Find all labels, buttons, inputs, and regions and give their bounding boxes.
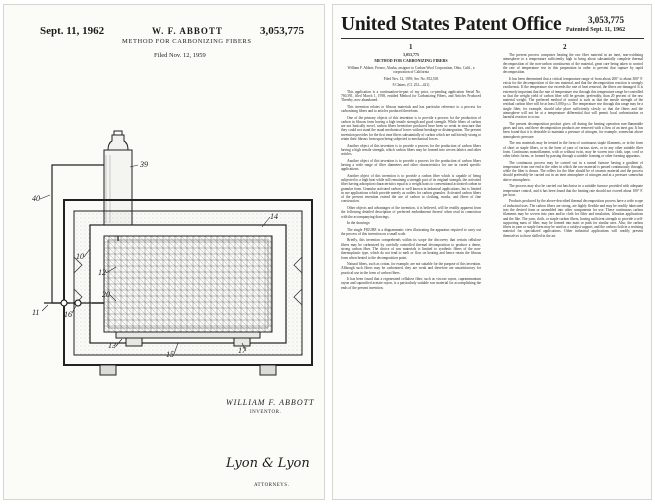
body-paragraph: The continuous process may be carried out in a tunnel furnace having a gradient of temperature from one end to the other in which the raw material is passed continuously through, while the fiber is drawn. The rollers for the fiber should be of ceramic material and the process should preferably be carried out in an inert atmosphere of nitrogen and at a pressure somewhat above atmospheric.: [503, 160, 643, 182]
patent-office-heading: United States Patent Office: [341, 14, 562, 35]
drawing-patent-number: 3,053,775: [260, 25, 304, 37]
drawing-sheet: [3, 4, 325, 500]
body-paragraph: The present process comprises heating the raw fiber material in an inert, non-oxidizing atmosphere to a temperature sufficiently high to bring about substantially complete thermal decomposition of the non-carbon constituents of the material, great care being taken to control the rate of temperature rise in this preparation in order to prevent that rupture by rapid decomposition.: [503, 53, 643, 75]
text-patent-number: 3,053,775: [588, 15, 624, 25]
ref-11: 11: [32, 308, 40, 317]
inventor-caption: INVENTOR.: [250, 410, 282, 415]
ref-10: 10: [76, 252, 84, 261]
text-column-left: [341, 53, 481, 292]
body-paragraph: This invention relates to fibrous materials and has particular reference to a process for carbonizing fibers and to articles produced therefrom.: [341, 104, 481, 114]
body-paragraph: Another object of this invention is to provide a process for the production of carbon fibers having a high tensile strength, which carbon fibers may be formed into woven fabrics and other articles.: [341, 143, 481, 157]
abstract-assignee: William F. Abbott, Fresno, Alaska, assignor to Carbon Wool Corporation, Ohio, Calif., a corporation of California: [347, 65, 475, 75]
body-paragraph: Another object of this invention is to provide a carbon fiber which is capable of being subjected to a high heat while still remaining a strength part of its original strength, the activated fiber having adsorption characteristics equal to a weight basis to conventional activated carbon in granular form. Granular activated carbon is well known in industrial applications, but is limited in use applications which provide merely as outlets for carbon granules. Activated carbon fibers of the present invention extend the use of carbon to clothing, masks, and fibers of fine construction.: [341, 173, 482, 204]
column-number-2: 2: [563, 43, 567, 51]
attorney-caption: ATTORNEYS.: [254, 483, 290, 488]
abstract-title: METHOD FOR CARBONIZING FIBERS: [374, 58, 448, 64]
body-paragraph: It has been determined that a critical temperature range of from about 200° to about 300° F. exists for the decomposition of the raw material, and that the decomposition reaction is strongly exothermic. If the temperature rise exceeds the rate of heat removal, the fibers are damaged. It is extremely important that the rate of temperature rise through this temperature range be controlled so that the weight yield of carbon fiber will be greater, preferably, than 20 percent of the raw material weight. The preferred method of control is such as that the tensile strength of the residual carbon fiber will be at least 5,000 p.s.i. The temperature rise through this range may be a single fiber, for example, should take place sufficiently slowly so that the fibers and the atmosphere will not be at a temperature differential that will permit local carbonization or harmful reaction to occur.: [503, 76, 644, 120]
body-paragraph: Products produced by the above-described thermal decomposition process have a wide scope of industrial uses. The carbon fibers are strong, are highly flexible and may be readily fabricated into the desired form or assembled into other components for use. These continuous carbon filaments may be woven into yarn and/or cloth for filter and insulation, filtration applications and the like. The yarn, cloth, or staple carbon fibers, having sufficient strength to provide a self-supporting mass of fiber, may be formed into mats or pads for similar uses. Also, the carbon fibers in yarn or staple form may be used as a catalyst support, and the carbon cloth in a resisting material for specialized applications. Other industrial applications will readily present themselves to those skilled in the art.: [503, 199, 643, 238]
drawing-filed: Filed Nov. 12, 1959: [154, 52, 206, 59]
drawing-title: METHOD FOR CARBONIZING FIBERS: [122, 38, 252, 45]
ref-40: 40: [32, 194, 40, 203]
attorney-signature: Lyon & Lyon: [226, 456, 310, 471]
ref-17: 17: [238, 346, 246, 355]
ref-16: 16: [64, 310, 72, 319]
abstract-id: 3,053,775: [403, 52, 419, 57]
drawing-date: Sept. 11, 1962: [40, 25, 105, 37]
body-paragraph: One of the primary objects of this invention is to provide a process for the production of carbon in fibrous form having a high tensile strength and good strength. While fibers of carbon are not basically novel, carbon fibers heretofore produced have been so weak in structure that they could not stand the usual mechanical forces without breakage or disintegration. The present invention provides for the first time fibers substantially of carbon which are sufficiently strong to retain their fibrous form upon being subjected to mechanical forces.: [341, 115, 481, 142]
body-paragraph: Briefly, this invention comprehends within its scope the discovery that certain cellulose fibers may be carbonized by carefully controlled thermal decomposition to produce a dense, strong carbon fiber. The choice of raw materials is limited to synthetic fibers of the non-thermoplastic type, which do not tend to melt or flow on heating and hence retain the fibrous form when heated to the decomposition point.: [341, 238, 481, 260]
header-rule: [341, 38, 644, 39]
body-paragraph: This application is a continuation-in-part of my prior, co-pending application Serial No. 760,391, filed March 1, 1958, entitled Method for Carbonizing Fibers, and Articles Produced Thereby, now abandoned.: [341, 89, 481, 103]
text-column-right: [503, 53, 643, 240]
drawing-inventor: W. F. ABBOTT: [152, 26, 223, 36]
body-paragraph: Another object of this invention is to provide a process for the production of carbon fibers having a wide range of fiber diameters and other characteristics for use in varied specific applications.: [341, 158, 481, 172]
patented-date: Patented Sept. 11, 1962: [566, 27, 626, 33]
furnace: [64, 200, 312, 375]
body-paragraph: The raw materials may be treated in the form of continuous staple filaments, or in the form of short or staple fibers, or in the form of yarn of various sizes, or in any other suitable fiber form. Continuous monofilament, with or without twist, may be woven into cloth, tape, cord or other fabric forms, or formed by passing through a suitable forming or other forming apparatus.: [503, 141, 643, 159]
body-paragraph: In the drawings:: [347, 221, 371, 226]
ref-13: 13: [108, 341, 116, 350]
abstract-claims: 8 Claims. (Cl. 252—421): [392, 83, 430, 88]
ref-14: 14: [270, 212, 278, 221]
furnace-apparatus-drawing: [4, 5, 325, 500]
abstract-filed: Filed Nov. 12, 1959, Ser. No. 852,503: [383, 76, 439, 81]
ref-15: 15: [166, 350, 174, 359]
patent-text-page: [332, 4, 652, 500]
ref-39: 39: [140, 160, 148, 169]
column-number-1: 1: [409, 43, 413, 51]
body-paragraph: It has been found that a regenerated cellulose fiber, such as viscose rayon, cuprammonium rayon and saponified acetate rayon, is a particularly suitable raw material for accomplishing the ends of the present invention.: [341, 277, 481, 290]
body-paragraph: Other objects and advantages of the invention, it is believed, will be readily apparent from the following detailed description of preferred embodiments thereof when read in connection with the accompanying drawings.: [341, 205, 481, 219]
body-paragraph: The present decomposition product gives off during the heating operation non-flammable gases and tars, and these decomposition products are removed with a flow of an inert gas. It has been found that it is desirable to maintain a pressure of nitrogen, for example, somewhat above atmospheric pressure.: [503, 121, 643, 139]
body-paragraph: Natural fibers, such as cotton, for example, are not suitable for the purpose of this invention. Although such fibers may be carbonized, they are weak and therefore are unsatisfactory for practical use in the form of carbon fibers.: [341, 261, 481, 275]
body-paragraph: The process may also be carried out batchwise in a suitable furnace provided with adequate temperature control, and it has been found that the heating rate should not exceed about 100° F. per hour.: [503, 184, 643, 197]
column-left-body: [341, 90, 481, 290]
ref-12: 12: [98, 268, 106, 277]
ref-20: 20: [102, 290, 110, 299]
column-right-body: [503, 53, 643, 238]
inventor-signature: WILLIAM F. ABBOTT: [226, 398, 315, 407]
body-paragraph: The single FIGURE is a diagrammatic view illustrating the apparatus required to carry out the process of this invention on a small scale.: [341, 227, 481, 236]
